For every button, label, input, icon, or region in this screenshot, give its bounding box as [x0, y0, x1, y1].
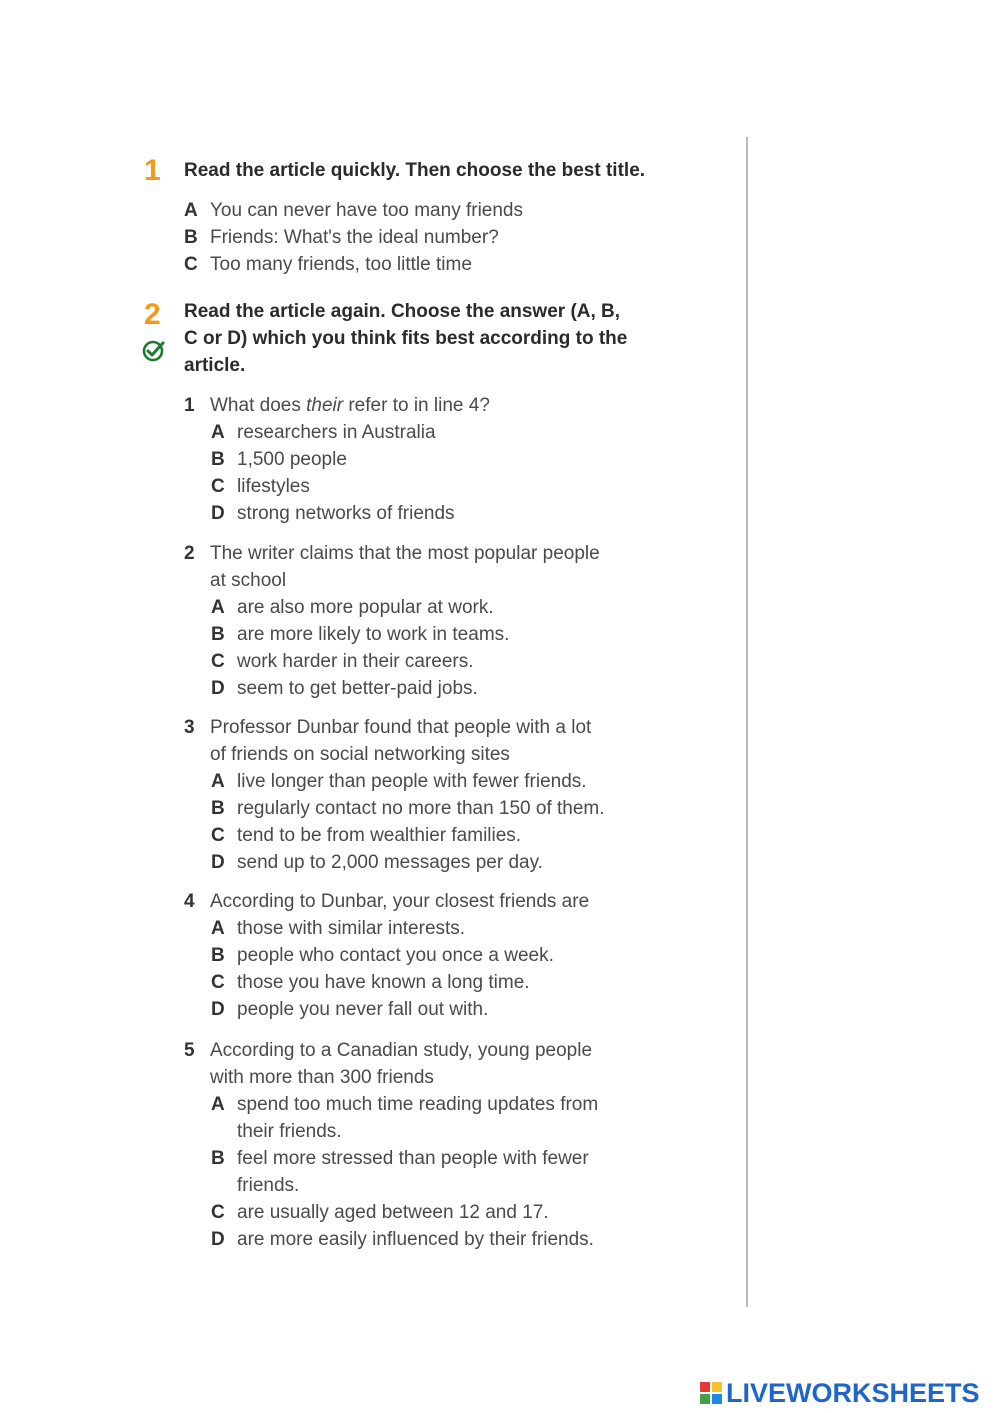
question-3-stem — [184, 714, 664, 768]
option-letter: D — [211, 999, 225, 1020]
question-text-line: Professor Dunbar found that people with a lot — [210, 717, 592, 738]
logo-square — [712, 1382, 722, 1392]
question-text-part: What does — [210, 395, 307, 416]
question-text-line: The writer claims that the most popular people — [210, 543, 600, 564]
question-text-line: According to a Canadian study, young people — [210, 1040, 593, 1061]
option-letter: C — [211, 972, 225, 993]
option-text-line: work harder in their careers. — [237, 651, 474, 672]
question-text-line: of friends on social networking sites — [210, 744, 510, 765]
option-text: You can never have too many friends — [210, 200, 523, 221]
question-5-option-d — [211, 1226, 661, 1253]
option-letter: B — [184, 227, 198, 248]
option-letter: A — [211, 422, 225, 443]
option-letter: D — [211, 678, 225, 699]
option-letter: D — [211, 1229, 225, 1250]
option-text-line: are more easily influenced by their friends. — [237, 1229, 594, 1250]
option-letter: D — [211, 852, 225, 873]
option-letter: C — [211, 1202, 225, 1223]
question-5-stem — [184, 1037, 664, 1091]
question-5-option-c — [211, 1199, 661, 1226]
option-text-line: send up to 2,000 messages per day. — [237, 852, 543, 873]
question-1-stem — [184, 392, 664, 419]
option-text-line: friends. — [237, 1175, 300, 1196]
option-text: strong networks of friends — [237, 503, 455, 524]
question-1-option-d — [211, 500, 661, 527]
option-text: researchers in Australia — [237, 422, 436, 443]
instruction-line: article. — [184, 355, 246, 376]
question-3-option-c — [211, 822, 661, 849]
option-letter: A — [211, 597, 225, 618]
question-1-option-a — [211, 419, 661, 446]
question-3-option-b — [211, 795, 661, 822]
option-text-line: people who contact you once a week. — [237, 945, 554, 966]
question-4-stem — [184, 888, 664, 915]
question-2-option-d — [211, 675, 661, 702]
option-text-line: feel more stressed than people with fewer — [237, 1148, 589, 1169]
liveworksheets-brand — [700, 1378, 980, 1408]
option-text: lifestyles — [237, 476, 310, 497]
exercise-1-option-c — [184, 251, 472, 278]
question-number: 2 — [184, 543, 195, 564]
question-text-line: at school — [210, 570, 287, 591]
question-1-option-b — [211, 446, 661, 473]
question-2-option-b — [211, 621, 661, 648]
instruction-line: Read the article again. Choose the answer (A, B, — [184, 301, 621, 322]
liveworksheets-logo-icon — [700, 1382, 722, 1404]
logo-square — [700, 1394, 710, 1404]
question-3-option-a — [211, 768, 661, 795]
exercise-1-option-a — [184, 197, 523, 224]
question-1-option-c — [211, 473, 661, 500]
option-text-line: regularly contact no more than 150 of them. — [237, 798, 605, 819]
option-text-line: those with similar interests. — [237, 918, 466, 939]
instruction-line: C or D) which you think fits best according to the — [184, 328, 628, 349]
question-text-part: refer to in line 4? — [343, 395, 490, 416]
option-letter: C — [211, 825, 225, 846]
question-number: 5 — [184, 1040, 195, 1061]
option-text-line: people you never fall out with. — [237, 999, 489, 1020]
check-badge-icon — [142, 338, 166, 362]
question-number: 1 — [184, 395, 195, 416]
exercise-1-option-b — [184, 224, 499, 251]
option-letter: B — [211, 1148, 225, 1169]
question-4-option-d — [211, 996, 661, 1023]
question-5-option-a — [211, 1091, 661, 1145]
logo-square — [700, 1382, 710, 1392]
question-2-option-c — [211, 648, 661, 675]
option-text-line: those you have known a long time. — [237, 972, 530, 993]
option-text-line: their friends. — [237, 1121, 342, 1142]
question-3-option-d — [211, 849, 661, 876]
column-divider — [746, 137, 748, 1307]
question-text-line: According to Dunbar, your closest friends are — [210, 891, 590, 912]
option-text: Friends: What's the ideal number? — [210, 227, 499, 248]
question-4-option-a — [211, 915, 661, 942]
option-letter: A — [211, 771, 225, 792]
option-letter: B — [211, 449, 225, 470]
option-text-line: live longer than people with fewer friends. — [237, 771, 587, 792]
question-4-option-b — [211, 942, 661, 969]
question-2-stem — [184, 540, 664, 594]
option-letter: A — [184, 200, 198, 221]
question-number: 3 — [184, 717, 195, 738]
option-text: 1,500 people — [237, 449, 347, 470]
option-text-line: are more likely to work in teams. — [237, 624, 510, 645]
exercise-number-2: 2 — [144, 298, 161, 331]
exercise-2-instruction — [184, 298, 674, 379]
option-letter: D — [211, 503, 225, 524]
option-text: Too many friends, too little time — [210, 254, 472, 275]
option-letter: C — [211, 651, 225, 672]
question-2-option-a — [211, 594, 661, 621]
question-5-option-b — [211, 1145, 661, 1199]
option-letter: A — [211, 1094, 225, 1115]
option-letter: A — [211, 918, 225, 939]
question-number: 4 — [184, 891, 195, 912]
option-letter: C — [211, 476, 225, 497]
logo-square — [712, 1394, 722, 1404]
option-letter: B — [211, 624, 225, 645]
question-4-option-c — [211, 969, 661, 996]
option-text-line: seem to get better-paid jobs. — [237, 678, 478, 699]
option-text-line: are also more popular at work. — [237, 597, 494, 618]
option-letter: C — [184, 254, 198, 275]
brand-text: LIVEWORKSHEETS — [726, 1377, 980, 1408]
exercise-number-1: 1 — [144, 154, 161, 187]
option-text-line: are usually aged between 12 and 17. — [237, 1202, 549, 1223]
option-letter: B — [211, 798, 225, 819]
option-text-line: tend to be from wealthier families. — [237, 825, 522, 846]
exercise-1-instruction: Read the article quickly. Then choose the best title. — [184, 160, 646, 181]
question-text-italic: their — [306, 395, 344, 416]
option-letter: B — [211, 945, 225, 966]
option-text-line: spend too much time reading updates from — [237, 1094, 599, 1115]
question-text-line: with more than 300 friends — [210, 1067, 434, 1088]
